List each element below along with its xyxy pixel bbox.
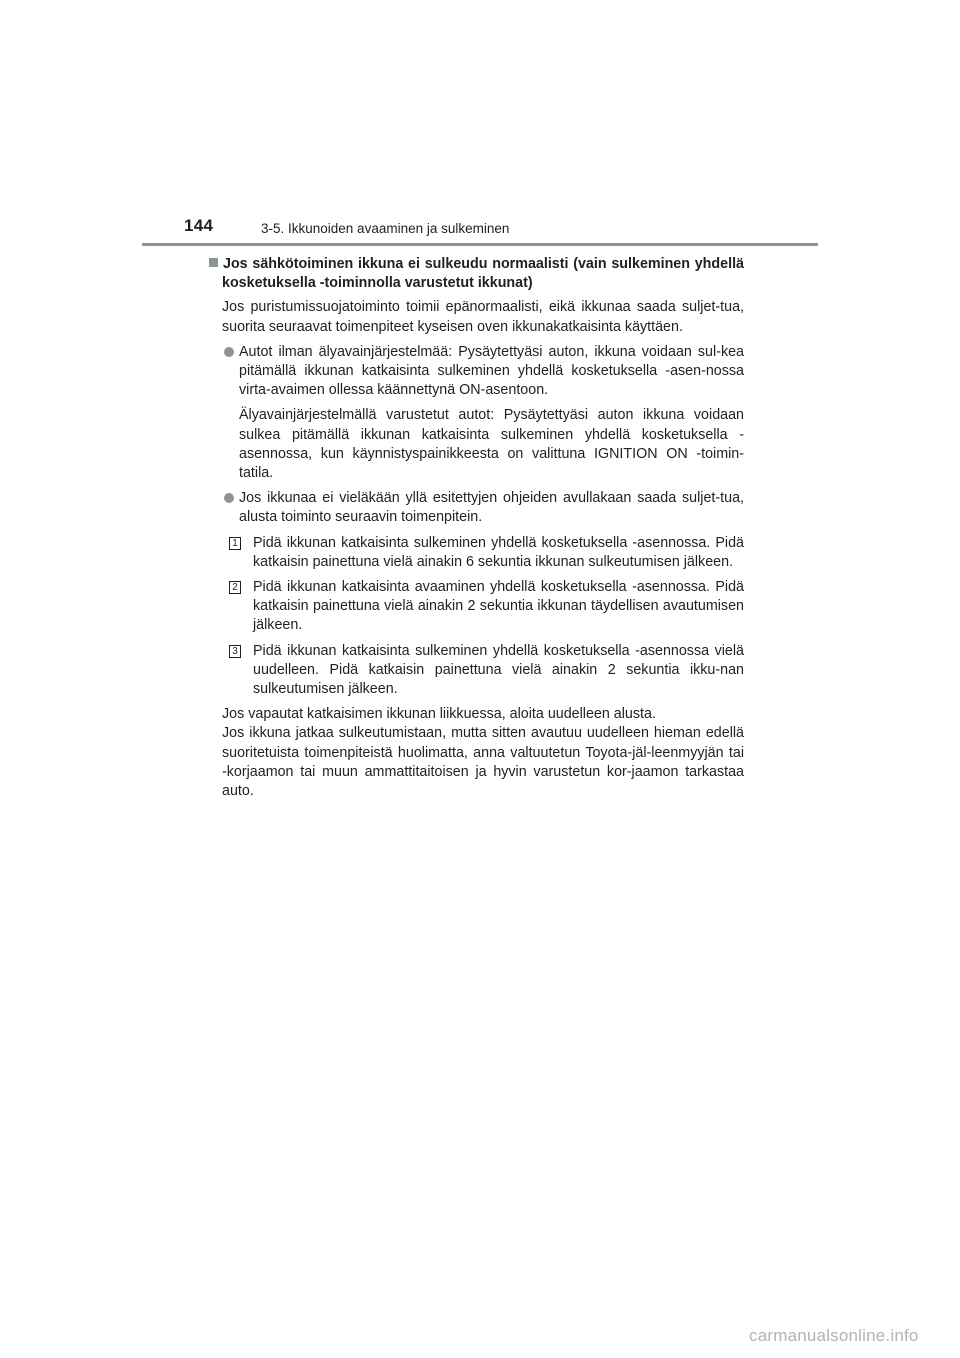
bullet-item-2 <box>222 489 744 527</box>
bullet-item-2-text: Jos ikkunaa ei vieläkään yllä esitettyjen ohjeiden avullakaan saada suljet-tua, alusta toiminto seuraavin toimenpitein. <box>239 490 744 526</box>
step-item-1 <box>222 534 744 572</box>
step-text: Pidä ikkunan katkaisinta sulkeminen yhdellä kosketuksella -asennossa. Pidä katkaisin painettuna vielä ainakin 6 sekuntia ikkunan sulkeutumisen jälkeen. <box>253 534 744 570</box>
square-bullet-icon <box>209 258 218 267</box>
step-item-2 <box>222 578 744 636</box>
section-heading <box>222 255 744 293</box>
circle-bullet-icon <box>224 347 234 357</box>
circle-bullet-icon <box>224 493 234 503</box>
bullet-item-1-continuation: Älyavainjärjestelmällä varustetut autot: Pysäytettyäsi auton ikkuna voidaan sulkea pitämällä ikkunan katkaisinta sulkeminen yhdellä kosketuksella -asennossa, kun käynnistyspainikkeesta on valittuna IGNITION ON -toimin-tatila. <box>239 407 744 482</box>
section-heading-text: Jos sähkötoiminen ikkuna ei sulkeudu normaalisti (vain sulkeminen yhdellä kosketuksella -toiminnolla varustetut ikkunat) <box>222 256 744 292</box>
watermark-text: carmanualsonline.info <box>749 1326 919 1345</box>
step-text: Pidä ikkunan katkaisinta avaaminen yhdellä kosketuksella -asennossa. Pidä katkaisin painettuna vielä ainakin 2 sekuntia ikkunan täydellisen avautumisen jälkeen. <box>253 579 744 634</box>
page-number: 144 <box>184 216 214 235</box>
bullet-item-1-text: Autot ilman älyavainjärjestelmää: Pysäytettyäsi auton, ikkuna voidaan sul-kea pitämällä ikkunan katkaisinta sulkeminen yhdellä kosketuksella -asen-nossa virta-avaimen ollessa käännettynä ON-asentoon. <box>239 343 744 399</box>
step-item-3 <box>222 642 744 700</box>
intro-paragraph: Jos puristumissuojatoiminto toimii epänormaalisti, eikä ikkunaa saada suljet-tua, suorita seuraavat toimenpiteet kyseisen oven ikkunakatkaisinta käyttäen. <box>222 299 744 335</box>
section-title: 3-5. Ikkunoiden avaaminen ja sulkeminen <box>261 221 510 236</box>
closing-paragraph-2: Jos ikkuna jatkaa sulkeutumistaan, mutta sitten avautuu uudelleen hieman edellä suoritetuista toimenpiteistä huolimatta, anna valtuutetun Toyota-jäl-leenmyyjän tai -korjaamon tai muun ammattitaitoisen ja hyvin varustetun kor-jaamon tarkastaa auto. <box>222 725 744 800</box>
header-divider <box>142 243 818 246</box>
manual-content <box>222 255 744 801</box>
bullet-item-1 <box>222 343 744 401</box>
step-number-box: 3 <box>229 645 241 658</box>
steps-list <box>222 534 744 700</box>
closing-paragraph-1: Jos vapautat katkaisimen ikkunan liikkuessa, aloita uudelleen alusta. <box>222 706 656 723</box>
step-text: Pidä ikkunan katkaisinta sulkeminen yhdellä kosketuksella -asennossa vielä uudelleen. Pidä katkaisin painettuna vielä ainakin 2 sekuntia ikku-nan sulkeutumisen jälkeen. <box>253 642 744 698</box>
step-number-box: 2 <box>229 581 241 594</box>
step-number-box: 1 <box>229 537 241 550</box>
